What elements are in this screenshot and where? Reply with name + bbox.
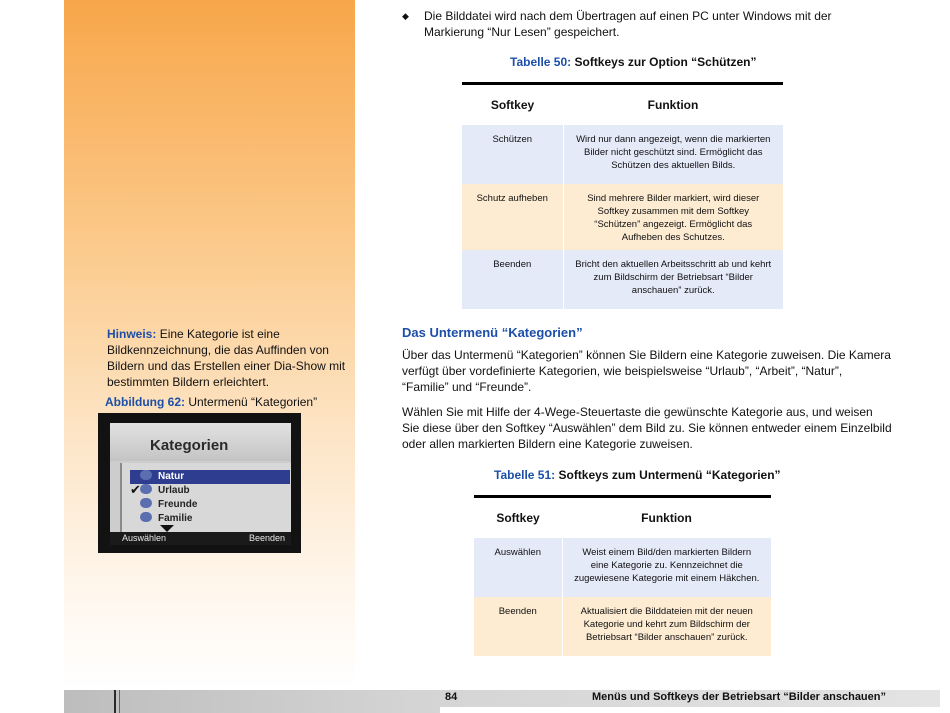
footer-title: Menüs und Softkeys der Betriebsart “Bilder anschauen” [591, 691, 886, 703]
hint-text: Eine Kategorie ist eine Bildkennzeichnung, die das Auffinden von Bildern und das Erstellen einer Dia-Show mit bestimmten Bildern erleichtert. [107, 327, 346, 389]
table50-title: Softkeys zur Option “Schützen” [574, 55, 757, 69]
table-cell: Schutz aufheben [462, 184, 563, 250]
table-cell: Sind mehrere Bilder markiert, wird dieser Softkey zusammen mit dem Softkey “Schützen” angezeigt. Ermöglicht das Aufheben des Schutzes. [563, 184, 783, 250]
table-cell: Bricht den aktuellen Arbeitsschritt ab und kehrt zum Bildschirm der Betriebsart “Bilder anschauen” zurück. [563, 250, 783, 309]
table50-caption [510, 55, 757, 69]
footer-white-strip [440, 707, 940, 713]
category-icon [140, 512, 152, 522]
scroll-down-arrow-icon [160, 525, 174, 532]
table-header: Softkey [496, 510, 540, 525]
lcd-category-item: Freunde [140, 498, 197, 512]
page-number: 84 [445, 691, 458, 703]
footer-marker [114, 690, 116, 713]
bullet-text: Die Bilddatei wird nach dem Übertragen auf einen PC unter Windows mit der Markierung “Nur Lesen” gespeichert. [424, 9, 832, 39]
section-heading: Das Untermenü “Kategorien” [402, 325, 583, 340]
table-cell: Schützen [462, 125, 563, 184]
section-paragraph-2: Wählen Sie mit Hilfe der 4-Wege-Steuertaste die gewünschte Kategorie aus, und weisen Sie diese über den Softkey “Auswählen” dem Bild zu. Sie können entweder einem Einzelbild oder allen markierten Bildern eine Kategorie zuweisen. [402, 405, 892, 451]
table-header: Funktion [641, 510, 692, 525]
lcd-title-bar [110, 423, 291, 461]
table-cell: Auswählen [474, 538, 562, 597]
table-row [462, 184, 783, 250]
table51-label: Tabelle 51: [494, 468, 556, 482]
hint-label: Hinweis: [107, 327, 157, 341]
category-icon [140, 470, 152, 480]
bullet-note [402, 8, 882, 40]
table-row [474, 538, 771, 597]
table-cell: Wird nur dann angezeigt, wenn die markierten Bilder nicht geschützt sind. Ermöglicht das Schützen des aktuellen Bilds. [563, 125, 783, 184]
table51-caption [494, 468, 781, 482]
table-row [462, 125, 783, 184]
camera-lcd [110, 423, 291, 545]
table51 [474, 495, 771, 656]
lcd-category-item: Urlaub [140, 484, 190, 498]
softkey-left: Auswählen [122, 533, 167, 543]
softkey-right: Beenden [248, 533, 285, 543]
table-header: Softkey [490, 97, 535, 112]
footer-marker [119, 690, 120, 713]
figure-caption-text: Untermenü “Kategorien” [188, 395, 318, 409]
table-cell: Beenden [462, 250, 563, 309]
table-cell: Weist einem Bild/den markierten Bildern eine Kategorie zu. Kennzeichnet die zugewiesene Kategorie mit einem Häkchen. [562, 538, 771, 597]
table-row [462, 250, 783, 309]
table-row [474, 597, 771, 656]
table-cell: Aktualisiert die Bilddateien mit der neuen Kategorie und kehrt zum Bildschirm der Betriebsart “Bilder anschauen” zurück. [562, 597, 771, 656]
section-paragraph-1: Über das Untermenü “Kategorien” können Sie Bildern eine Kategorie zuweisen. Die Kamera verfügt über vordefinierte Kategorien, wie beispielsweise “Urlaub”, “Arbeit”, “Natur”, “Familie” und “Freunde”. [402, 348, 891, 394]
lcd-title: Kategorien [150, 437, 229, 454]
figure-label: Abbildung 62: [105, 395, 185, 409]
camera-screen-image [98, 413, 301, 553]
bullet-icon: ◆ [402, 11, 409, 21]
page-footer [64, 690, 940, 713]
table51-title: Softkeys zum Untermenü “Kategorien” [558, 468, 781, 482]
category-icon [140, 484, 152, 494]
lcd-softkey-bar [110, 532, 291, 545]
figure-caption [105, 395, 317, 409]
lcd-category-item: Familie [140, 512, 192, 526]
table50 [462, 82, 783, 309]
category-icon [140, 498, 152, 508]
table50-label: Tabelle 50: [510, 55, 572, 69]
lcd-category-item: Natur [130, 470, 290, 484]
checkmark-icon: ✔ [130, 482, 141, 497]
table-header: Funktion [647, 97, 699, 112]
hint-note [107, 326, 347, 390]
table-cell: Beenden [474, 597, 562, 656]
